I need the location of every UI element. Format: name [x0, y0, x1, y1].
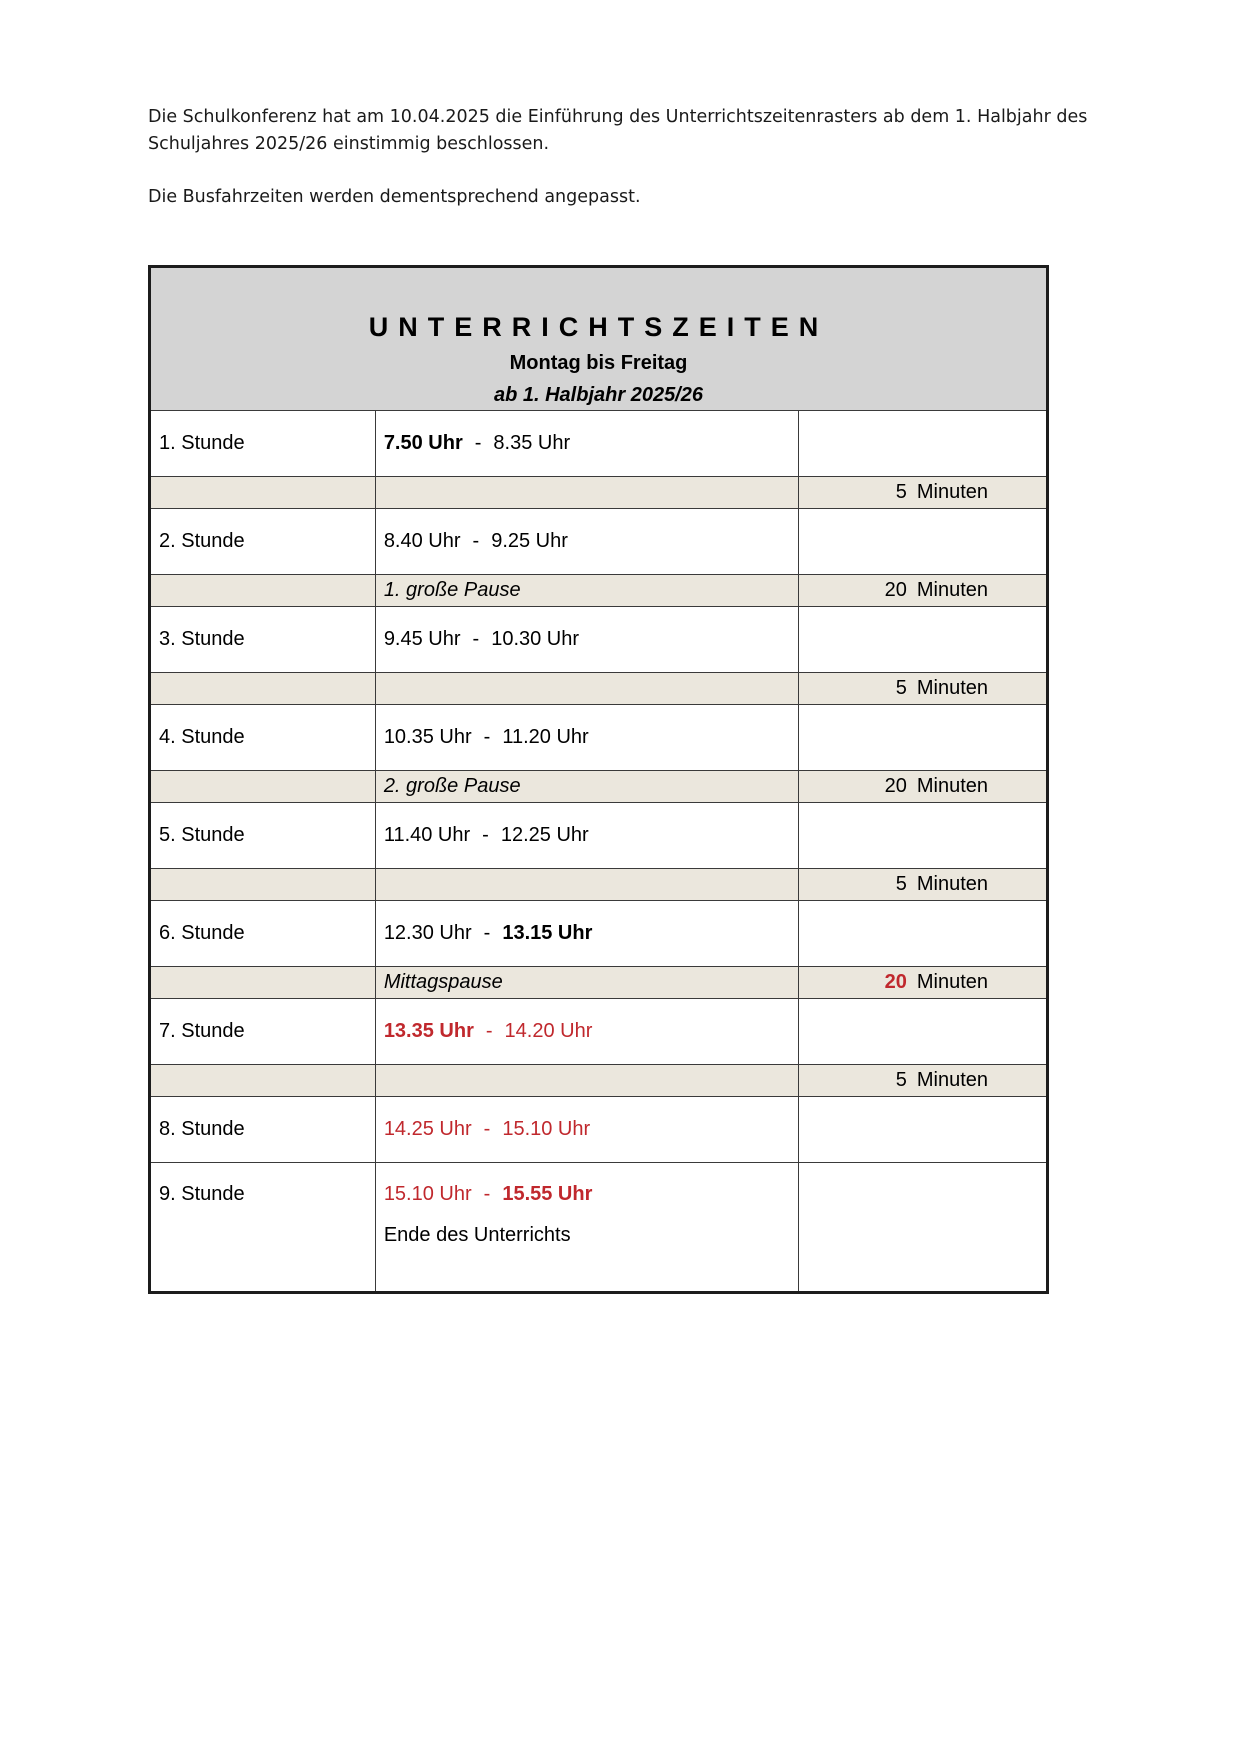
table-date-line: ab 1. Halbjahr 2025/26: [493, 384, 703, 406]
break-duration: [798, 967, 1047, 999]
break-minutes: 5: [895, 677, 907, 699]
lesson-time: [375, 607, 798, 673]
lesson-end: 15.55 Uhr: [502, 1183, 593, 1205]
break-minutes: 20: [884, 971, 907, 993]
lesson-row-6: [150, 901, 1048, 967]
lesson-row-1: [150, 411, 1048, 477]
time-separator: -: [485, 1020, 493, 1042]
paragraph-gap: [148, 158, 1108, 184]
break-empty: [150, 575, 376, 607]
table-header-row: [150, 267, 1048, 411]
lesson-start: 8.40 Uhr: [383, 530, 461, 552]
break-unit: Minuten: [916, 775, 988, 797]
lesson-extra: [798, 607, 1047, 673]
break-label: 1. große Pause: [375, 575, 798, 607]
lesson-time: [375, 901, 798, 967]
lesson-time: [375, 803, 798, 869]
break-unit: Minuten: [916, 1069, 988, 1091]
lesson-row-9: [150, 1163, 1048, 1293]
lesson-extra: [798, 901, 1047, 967]
break-empty: [150, 967, 376, 999]
lesson-label: 6. Stunde: [150, 901, 376, 967]
lesson-extra: [798, 803, 1047, 869]
lesson-start: 13.35 Uhr: [383, 1020, 474, 1042]
lesson-start: 7.50 Uhr: [383, 432, 463, 454]
lesson-label: 9. Stunde: [150, 1163, 376, 1293]
break-label: [375, 869, 798, 901]
break-duration: [798, 771, 1047, 803]
lesson-time: [375, 1097, 798, 1163]
lesson-extra: [798, 411, 1047, 477]
table-subtitle: Montag bis Freitag: [509, 352, 688, 374]
break-label: 2. große Pause: [375, 771, 798, 803]
lesson-start: 11.40 Uhr: [383, 824, 471, 846]
time-separator: -: [483, 726, 491, 748]
lesson-end: 10.30 Uhr: [491, 628, 580, 650]
break-unit: Minuten: [916, 873, 988, 895]
lesson-time: [375, 1163, 798, 1293]
lesson-row-8: [150, 1097, 1048, 1163]
break-unit: Minuten: [916, 579, 988, 601]
time-separator: -: [483, 922, 491, 944]
lesson-extra: [798, 999, 1047, 1065]
break-unit: Minuten: [916, 677, 988, 699]
lesson-start: 12.30 Uhr: [383, 922, 472, 944]
break-duration: [798, 575, 1047, 607]
lesson-extra: [798, 1097, 1047, 1163]
break-label: [375, 1065, 798, 1097]
break-label: [375, 477, 798, 509]
break-unit: Minuten: [916, 481, 988, 503]
time-separator: -: [474, 432, 482, 454]
break-empty: [150, 673, 376, 705]
lesson-label: 4. Stunde: [150, 705, 376, 771]
time-separator: -: [472, 530, 480, 552]
break-empty: [150, 771, 376, 803]
lesson-extra: [798, 705, 1047, 771]
lesson-end: 13.15 Uhr: [502, 922, 593, 944]
lesson-time: [375, 705, 798, 771]
break-duration: [798, 869, 1047, 901]
lesson-start: 9.45 Uhr: [383, 628, 461, 650]
lesson-end: 12.25 Uhr: [500, 824, 589, 846]
time-separator: -: [482, 824, 489, 846]
break-row-4: [150, 771, 1048, 803]
break-empty: [150, 869, 376, 901]
break-minutes: 5: [895, 1069, 907, 1091]
break-row-5: [150, 869, 1048, 901]
lesson-end: 15.10 Uhr: [502, 1118, 591, 1140]
lesson-row-4: [150, 705, 1048, 771]
time-separator: -: [472, 628, 480, 650]
break-minutes: 20: [884, 775, 907, 797]
lesson-row-3: [150, 607, 1048, 673]
time-separator: -: [483, 1118, 491, 1140]
break-minutes: 20: [884, 579, 907, 601]
break-minutes: 5: [895, 481, 907, 503]
break-duration: [798, 673, 1047, 705]
lesson-time-range: [384, 1183, 790, 1206]
time-separator: -: [483, 1183, 491, 1205]
intro-paragraph-1: Die Schulkonferenz hat am 10.04.2025 die Einführung des Unterrichtszeitenrasters ab dem 1. Halbjahr des Schuljahres 2025/26 einstimmig beschlossen.: [148, 107, 1088, 154]
lesson-end: 14.20 Uhr: [504, 1020, 593, 1042]
lesson-time: [375, 509, 798, 575]
lesson-start: 10.35 Uhr: [383, 726, 472, 748]
break-empty: [150, 1065, 376, 1097]
break-row-1: [150, 477, 1048, 509]
break-row-3: [150, 673, 1048, 705]
lesson-label: 5. Stunde: [150, 803, 376, 869]
schedule-table: [148, 265, 1049, 1294]
lesson-extra: [798, 509, 1047, 575]
lesson-time: [375, 411, 798, 477]
lesson-label: 1. Stunde: [150, 411, 376, 477]
lesson-start: 15.10 Uhr: [383, 1183, 472, 1205]
lesson-label: 2. Stunde: [150, 509, 376, 575]
table-title: UNTERRICHTSZEITEN: [368, 312, 829, 342]
break-label: [375, 673, 798, 705]
break-duration: [798, 1065, 1047, 1097]
break-unit: Minuten: [916, 971, 988, 993]
lesson-extra: [798, 1163, 1047, 1293]
break-duration: [798, 477, 1047, 509]
end-of-lessons-note: Ende des Unterrichts: [383, 1224, 571, 1246]
break-minutes: 5: [895, 873, 907, 895]
table-header: [150, 267, 1048, 411]
lesson-time: [375, 999, 798, 1065]
lesson-start: 14.25 Uhr: [383, 1118, 472, 1140]
lesson-row-5: [150, 803, 1048, 869]
intro-paragraph-2: Die Busfahrzeiten werden dementsprechend angepasst.: [148, 187, 641, 207]
break-row-7: [150, 1065, 1048, 1097]
break-row-2: [150, 575, 1048, 607]
lesson-row-7: [150, 999, 1048, 1065]
break-empty: [150, 477, 376, 509]
lesson-end: 11.20 Uhr: [502, 726, 589, 748]
break-row-6: [150, 967, 1048, 999]
lesson-label: 8. Stunde: [150, 1097, 376, 1163]
intro-text: [148, 104, 1108, 211]
lesson-label: 3. Stunde: [150, 607, 376, 673]
lesson-row-2: [150, 509, 1048, 575]
lesson-end: 9.25 Uhr: [491, 530, 568, 552]
lesson-end: 8.35 Uhr: [493, 432, 571, 454]
break-label: Mittagspause: [375, 967, 798, 999]
lesson-label: 7. Stunde: [150, 999, 376, 1065]
